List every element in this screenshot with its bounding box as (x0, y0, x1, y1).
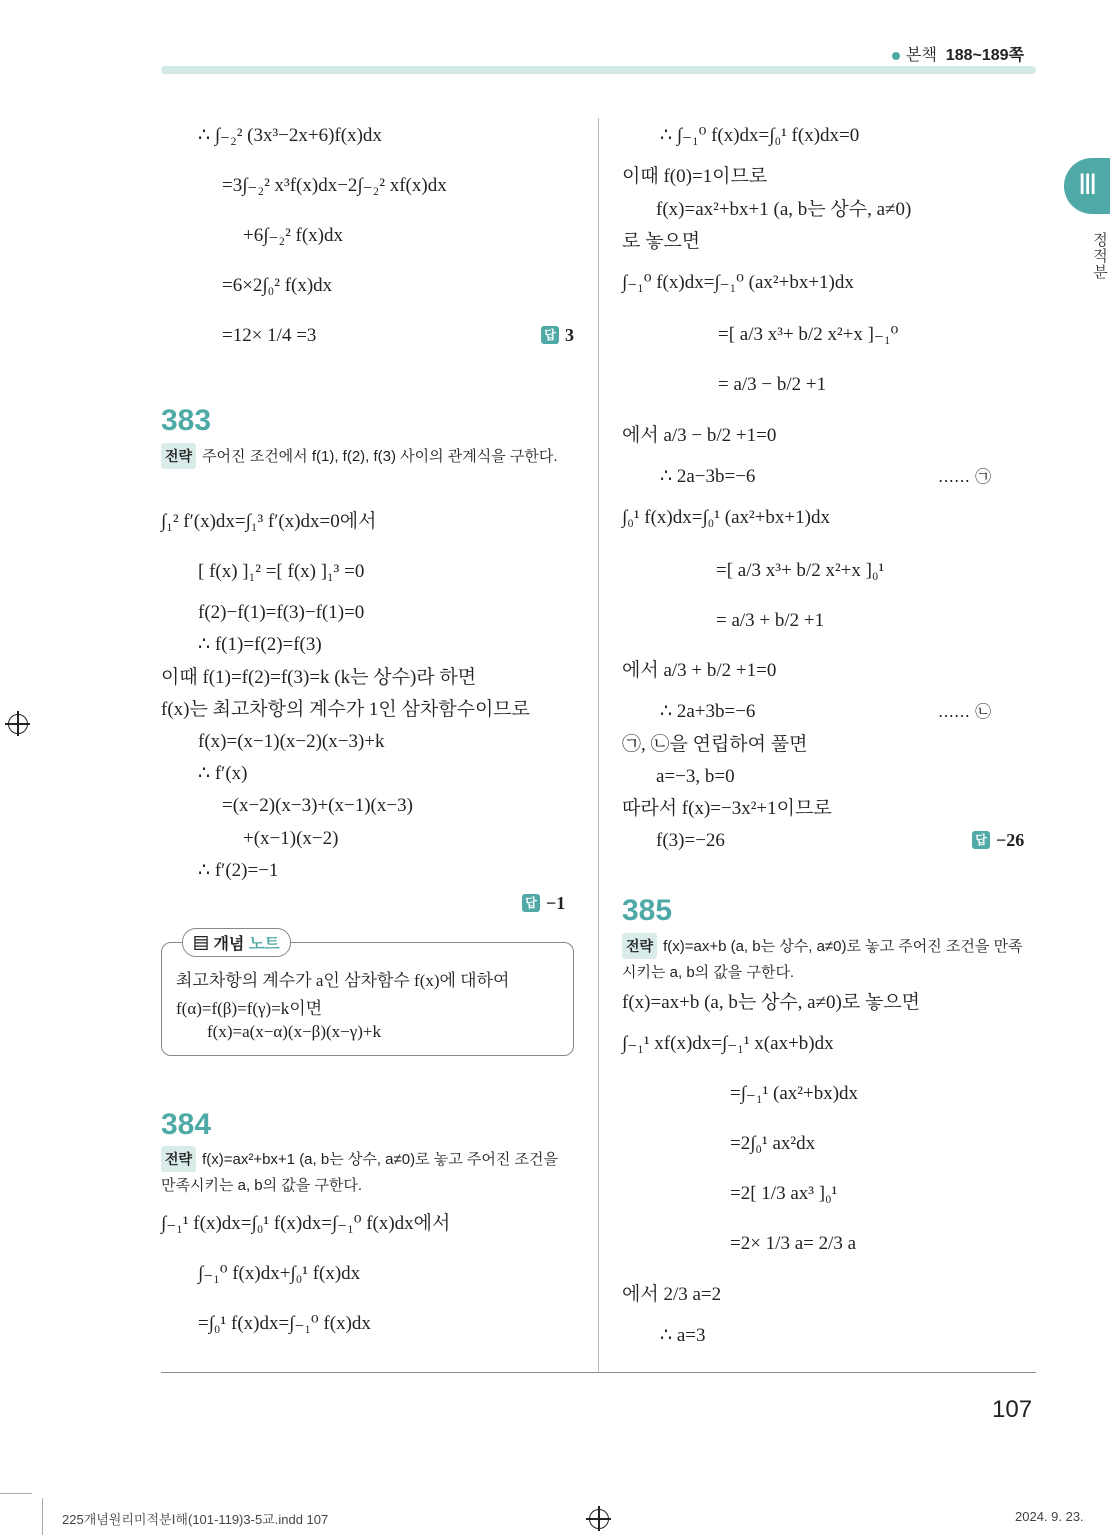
footer-file: 225개념원리미적분Ⅰ해(101-119)3-5교.indd 107 (62, 1512, 329, 1527)
book-label: 본책 (905, 47, 937, 64)
math-line: ㉠, ㉡을 연립하여 풀면 (622, 734, 808, 755)
strategy (622, 933, 1037, 986)
math-line: f(2)−f(1)=f(3)−f(1)=0 (198, 602, 365, 623)
note-title-b: 노트 (248, 936, 280, 953)
math-line: =6×2∫₀² f(x)dx (222, 275, 333, 296)
answer-value: −1 (546, 893, 566, 913)
math-line: ∴ 2a−3b=−6 (660, 466, 756, 487)
answer (972, 830, 1024, 851)
answer (541, 325, 574, 346)
strategy (161, 1146, 576, 1199)
answer-icon: 답 (972, 831, 990, 849)
math-line: ∴ 2a+3b=−6 (660, 701, 756, 722)
notepad-icon: ▤ (193, 936, 210, 953)
page-number: 107 (992, 1396, 1033, 1423)
math-line: ∫₋₁⁰ f(x)dx=∫₋₁⁰ (ax²+bx+1)dx (622, 272, 854, 293)
math-line: f(x)=ax²+bx+1 (a, b는 상수, a≠0) (656, 199, 912, 220)
math-line: ∴ ∫₋₁⁰ f(x)dx=∫₀¹ f(x)dx=0 (660, 125, 860, 146)
math-line: =[ a/3 x³+ b/2 x²+x ]₀¹ (716, 560, 885, 581)
math-line: a=−3, b=0 (656, 766, 735, 787)
answer-icon: 답 (522, 894, 540, 912)
answer-icon: 답 (541, 326, 559, 344)
note-title-a: 개념 (213, 936, 245, 953)
answer-value: −26 (996, 830, 1025, 850)
crop-line (42, 1498, 43, 1535)
math-line: ∴ f(1)=f(2)=f(3) (198, 634, 322, 655)
bottom-rule (161, 1372, 1036, 1373)
problem-number: 383 (161, 404, 212, 437)
math-line: ∴ f′(2)=−1 (198, 860, 279, 881)
concept-note-title (182, 928, 291, 957)
note-line: 최고차항의 계수가 a인 삼차함수 f(x)에 대하여 (176, 971, 510, 990)
equation-marker: …… ㉡ (938, 702, 992, 721)
math-line: ∴ ∫₋₂² (3x³−2x+6)f(x)dx (198, 125, 382, 146)
math-line: =12× 1/4 =3 (222, 325, 317, 346)
math-line: =∫₀¹ f(x)dx=∫₋₁⁰ f(x)dx (198, 1313, 371, 1334)
bullet-dot-icon (892, 52, 900, 60)
strategy (161, 443, 576, 470)
math-line: ∫₋₁¹ xf(x)dx=∫₋₁¹ x(ax+b)dx (622, 1033, 834, 1054)
strategy-tag: 전략 (622, 933, 657, 959)
math-line: =2[ 1/3 ax³ ]₀¹ (730, 1183, 838, 1204)
math-line: f(x)는 최고차항의 계수가 1인 삼차함수이므로 (161, 699, 531, 720)
page-range: 188~189쪽 (945, 47, 1024, 64)
registration-mark-icon (589, 1509, 609, 1529)
math-line: ∫₋₁⁰ f(x)dx+∫₀¹ f(x)dx (198, 1263, 361, 1284)
math-line: 이때 f(1)=f(2)=f(3)=k (k는 상수)라 하면 (161, 667, 477, 688)
math-line: f(x)=(x−1)(x−2)(x−3)+k (198, 731, 385, 752)
math-line: 에서 a/3 + b/2 +1=0 (622, 660, 777, 681)
header-bar (161, 66, 1036, 74)
answer-value: 3 (565, 325, 574, 345)
page-reference (892, 42, 1024, 65)
footer-date: 2024. 9. 23. (1015, 1509, 1084, 1524)
strategy-tag: 전략 (161, 1146, 196, 1172)
math-line: ∫₀¹ f(x)dx=∫₀¹ (ax²+bx+1)dx (622, 507, 830, 528)
math-line: ∫₋₁¹ f(x)dx=∫₀¹ f(x)dx=∫₋₁⁰ f(x)dx에서 (161, 1213, 451, 1234)
math-line: f(x)=ax+b (a, b는 상수, a≠0)로 놓으면 (622, 992, 921, 1013)
math-line: = a/3 + b/2 +1 (716, 610, 825, 631)
crop-line (0, 1493, 32, 1494)
answer (522, 893, 565, 914)
math-line: =[ a/3 x³+ b/2 x²+x ]₋₁⁰ (718, 324, 899, 345)
math-line: [ f(x) ]₁² =[ f(x) ]₁³ =0 (198, 561, 365, 582)
column-divider (598, 118, 599, 1373)
strategy-text: f(x)=ax+b (a, b는 상수, a≠0)로 놓고 주어진 조건을 만족시키는 a, b의 값을 구한다. (622, 938, 1023, 981)
math-line: =2∫₀¹ ax²dx (730, 1133, 816, 1154)
problem-number: 385 (622, 894, 673, 927)
math-line: f(3)=−26 (656, 830, 725, 851)
strategy-text: f(x)=ax²+bx+1 (a, b는 상수, a≠0)로 놓고 주어진 조건을 만족시키는 a, b의 값을 구한다. (161, 1151, 559, 1194)
math-line: ∴ a=3 (660, 1325, 706, 1346)
math-line: 따라서 f(x)=−3x²+1이므로 (622, 798, 832, 819)
math-line: +(x−1)(x−2) (243, 828, 339, 849)
math-line: 이때 f(0)=1이므로 (622, 166, 768, 187)
math-line: =2× 1/3 a= 2/3 a (730, 1233, 857, 1254)
math-line: 에서 2/3 a=2 (622, 1284, 722, 1305)
math-line: =∫₋₁¹ (ax²+bx)dx (730, 1083, 859, 1104)
math-line: 에서 a/3 − b/2 +1=0 (622, 425, 777, 446)
note-line: f(x)=a(x−α)(x−β)(x−γ)+k (207, 1022, 382, 1041)
math-line: =3∫₋₂² x³f(x)dx−2∫₋₂² xf(x)dx (222, 175, 447, 196)
note-line: f(α)=f(β)=f(γ)=k이면 (176, 999, 323, 1018)
strategy-text: 주어진 조건에서 f(1), f(2), f(3) 사이의 관계식을 구한다. (202, 448, 558, 465)
math-line: +6∫₋₂² f(x)dx (243, 225, 344, 246)
math-line: = a/3 − b/2 +1 (718, 374, 827, 395)
math-line: =(x−2)(x−3)+(x−1)(x−3) (222, 795, 413, 816)
chapter-tab-label: 정적분 (1091, 232, 1108, 280)
registration-mark-icon (8, 714, 28, 734)
problem-number: 384 (161, 1108, 212, 1141)
strategy-tag: 전략 (161, 443, 196, 469)
math-line: ∴ f′(x) (198, 763, 248, 784)
math-line: 로 놓으면 (622, 231, 701, 252)
chapter-tab: Ⅲ (1064, 158, 1110, 214)
equation-marker: …… ㉠ (938, 467, 992, 486)
math-line: ∫₁² f′(x)dx=∫₁³ f′(x)dx=0에서 (161, 511, 377, 532)
